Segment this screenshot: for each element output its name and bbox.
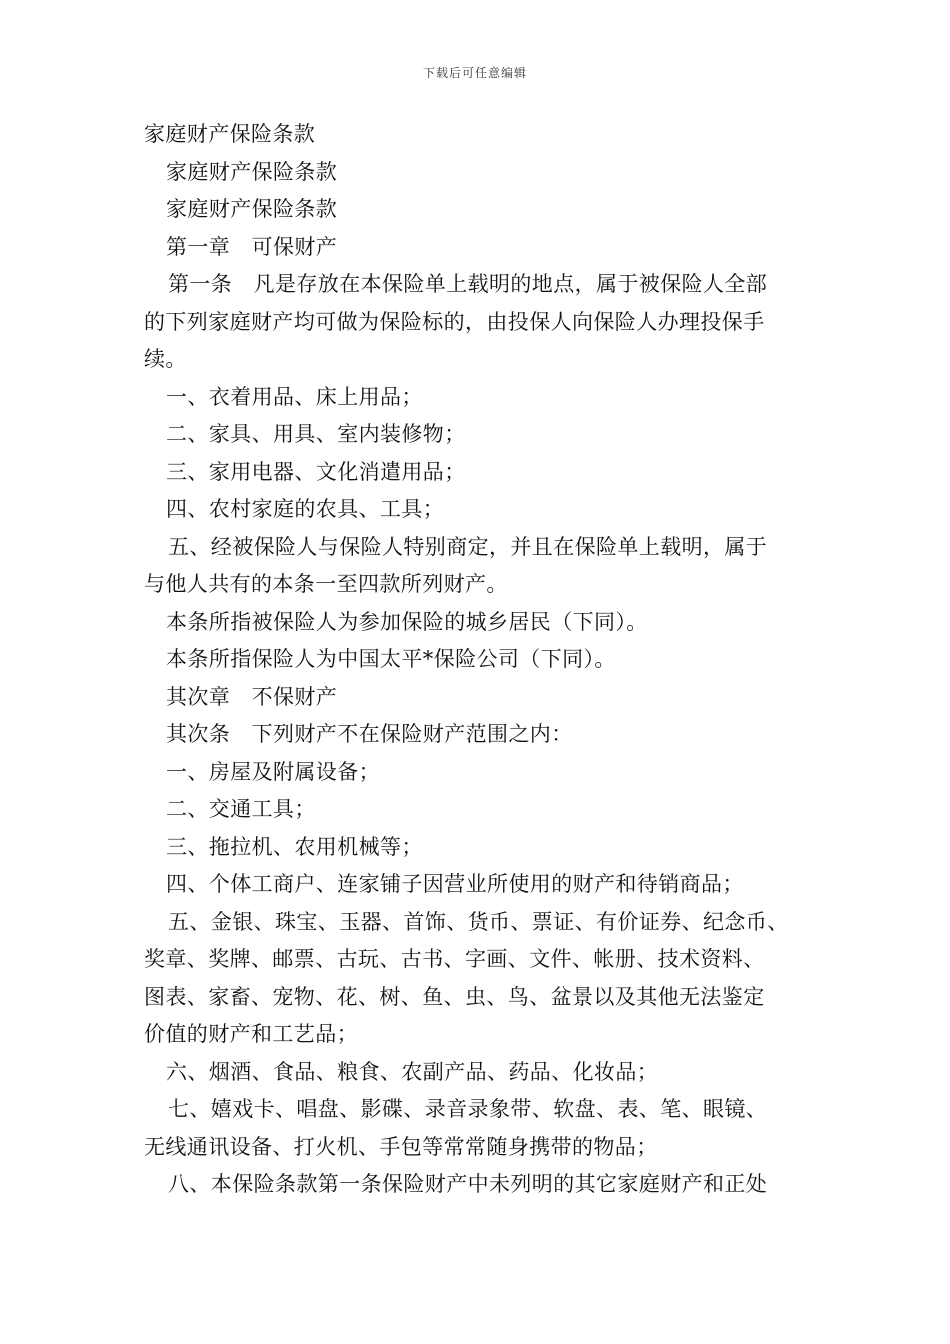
- text-line: 二、交通工具；: [166, 797, 316, 821]
- text-line: 价值的财产和工艺品；: [144, 1022, 358, 1046]
- document-body: [144, 116, 824, 1204]
- text-line: 与他人共有的本条一至四款所列财产。: [144, 572, 508, 596]
- text-line: 五、经被保险人与保险人特别商定，并且在保险单上载明，属于: [168, 534, 768, 559]
- text-line: 图表、家畜、宠物、花、树、鱼、虫、鸟、盆景以及其他无法鉴定: [144, 984, 765, 1009]
- text-line: 其次条 下列财产不在保险财产范围之内：: [166, 722, 573, 746]
- text-line: 家庭财产保险条款: [144, 122, 316, 146]
- text-line: 三、家用电器、文化消遣用品；: [166, 459, 466, 484]
- text-line: 七、嬉戏卡、唱盘、影碟、录音录象带、软盘、表、笔、眼镜、: [168, 1097, 768, 1121]
- text-line: 其次章 不保财产: [166, 684, 338, 709]
- text-line: 无线通讯设备、打火机、手包等常常随身携带的物品；: [144, 1134, 658, 1159]
- text-line: 本条所指被保险人为参加保险的城乡居民（下同）。: [166, 609, 648, 634]
- page-header: 下载后可任意编辑: [422, 66, 527, 80]
- text-line: 本条所指保险人为中国太平*保险公司（下同）。: [166, 647, 616, 671]
- text-line: 奖章、奖牌、邮票、古玩、古书、字画、文件、帐册、技术资料、: [144, 947, 765, 971]
- text-line: 一、衣着用品、床上用品；: [166, 384, 423, 409]
- text-line: 家庭财产保险条款: [166, 197, 338, 221]
- text-line: 家庭财产保险条款: [166, 159, 338, 184]
- text-line: 续。: [144, 347, 187, 371]
- text-line: 六、烟酒、食品、粮食、农副产品、药品、化妆品；: [166, 1059, 659, 1084]
- text-line: 的下列家庭财产均可做为保险标的，由投保人向保险人办理投保手: [144, 309, 765, 334]
- text-line: 二、家具、用具、室内装修物；: [166, 422, 466, 446]
- text-line: 一、房屋及附属设备；: [166, 759, 380, 784]
- text-line: 第一条 凡是存放在本保险单上载明的地点，属于被保险人全部: [168, 272, 768, 296]
- text-line: 四、农村家庭的农具、工具；: [166, 497, 445, 521]
- text-line: 四、个体工商户、连家铺子因营业所使用的财产和待销商品；: [166, 872, 744, 896]
- text-line: 五、金银、珠宝、玉器、首饰、货币、票证、有价证券、纪念币、: [168, 909, 789, 934]
- text-line: 第一章 可保财产: [166, 234, 338, 259]
- text-line: 三、拖拉机、农用机械等；: [166, 834, 423, 859]
- text-line: 八、本保险条款第一条保险财产中未列明的其它家庭财产和正处: [168, 1172, 768, 1196]
